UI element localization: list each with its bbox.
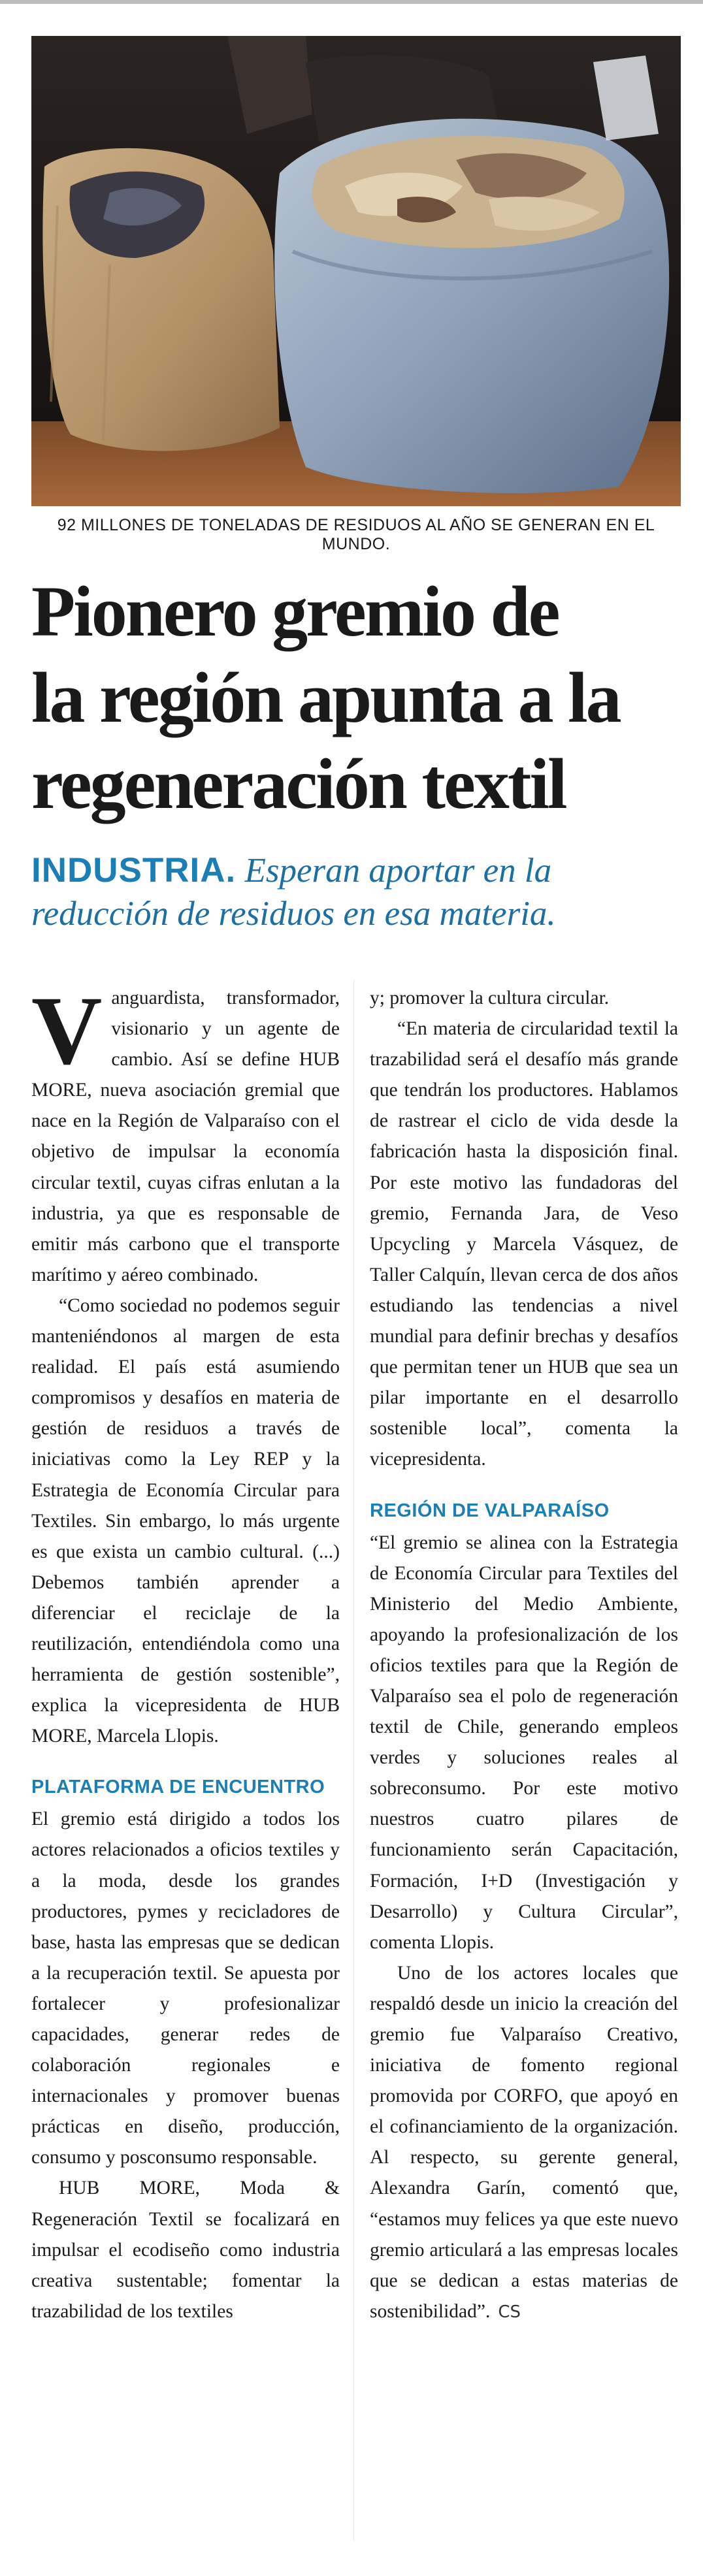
end-mark-icon: CS [498,2302,521,2322]
deck [31,849,685,935]
deck-text: Esperan aportar en la reducción de residuos en esa materia. [31,852,556,933]
paragraph-6: “El gremio se alinea con la Estrategia de Economía Circular para Textiles del Ministerio del Medio Ambiente, apoyando la profesionalización de los oficios textiles para que la Región de Valparaíso sea el polo de regeneración textil de Chile, generando empleos verdes y soluciones reales al sobreconsumo. Por este motivo nuestros cuatro pilares de funcionamiento serán Capacitación, Formación, I+D (Investigación y Desarrollo) y Cultura Circular”, comenta Llopis. [370,1532,678,1953]
subhead-region: REGIÓN DE VALPARAÍSO [370,1500,610,1521]
article-column-left [31,976,340,2327]
paragraph-7 [370,1958,678,2328]
headline-line-3: regeneración textil [31,744,566,824]
article-column-right [370,983,678,2328]
column-divider [353,980,354,2541]
paragraph-2: “Como sociedad no podemos seguir manteniéndonos al margen de esta realidad. El país está asumiendo compromisos y desafíos en materia de gestión de residuos a través de iniciativas como la Ley REP y la Estrategia de Economía Circular para Textiles. Sin embargo, lo más urgente es que exista un cambio cultural. (...) Debemos también aprender a diferenciar el reciclaje de la reutilización, entendiéndola como una herramienta de gestión sostenible”, explica la vicepresidenta de HUB MORE, Marcela Llopis. [31,1295,340,1747]
paragraph-1 [31,976,340,1291]
paragraph-5: “En materia de circularidad textil la trazabilidad será el desafío más grande que tendrán los productores. Hablamos de rastrear el ciclo de vida desde la fabricación hasta la disposición final. Por este motivo las fundadoras del gremio, Fernanda Jara, de Veso Upcycling y Marcela Vásquez, de Taller Calquín, llevan cerca de dos años estudiando las tendencias a nivel mundial para definir brechas y desafíos que permitan tener un HUB que sea un pilar importante en el desarrollo sostenible local”, comenta la vicepresidenta. [370,1018,678,1470]
top-rule [0,0,703,4]
headline-line-1: Pionero gremio de [31,572,559,651]
bags-of-textile-waste-photo [31,36,681,506]
paragraph-7-text: Uno de los actores locales que respaldó desde un inicio la creación del gremio fue Valparaíso Creativo, iniciativa de fomento regional promovida por CORFO, que apoyó en el cofinanciamiento de la organización. Al respecto, su gerente general, Alexandra Garín, comentó que, “estamos muy felices ya que este nuevo gremio articulará a las empresas locales que se dedican a estas materias de sostenibilidad”. [370,1962,678,2322]
section-kicker: INDUSTRIA. [31,851,237,890]
paragraph-1-text: anguardista, transformador, visionario y un agente de cambio. Así se define HUB MORE, nueva asociación gremial que nace en la Región de Valparaíso con el objetivo de impulsar la economía circular textil, cuyas cifras enlutan a la industria, ya que es responsable de emitir más carbono que el transporte marítimo y aéreo combinado. [31,988,340,1285]
paragraph-4-continued: y; promover la cultura circular. [370,988,610,1008]
headline [31,568,685,827]
photo-caption: 92 MILLONES DE TONELADAS DE RESIDUOS AL AÑO SE GENERAN EN EL MUNDO. [57,516,655,553]
paragraph-3: El gremio está dirigido a todos los actores relacionados a oficios textiles y a la moda, desde los grandes productores, pymes y recicladores de base, hasta las empresas que se dedican a la recuperación textil. Se apuesta por fortalecer y profesionalizar capacidades, generar redes de colaboración regionales e internacionales y promover buenas prácticas en diseño, producción, consumo y posconsumo responsable. [31,1809,340,2168]
drop-cap: V [31,976,103,1085]
paragraph-4: HUB MORE, Moda & Regeneración Textil se focalizará en impulsar el ecodiseño como industria creativa sustentable; fomentar la trazabilidad de los textiles [31,2178,340,2322]
subhead-plataforma: PLATAFORMA DE ENCUENTRO [31,1777,325,1798]
headline-line-2: la región apunta a la [31,658,620,737]
article-photo [31,36,681,506]
